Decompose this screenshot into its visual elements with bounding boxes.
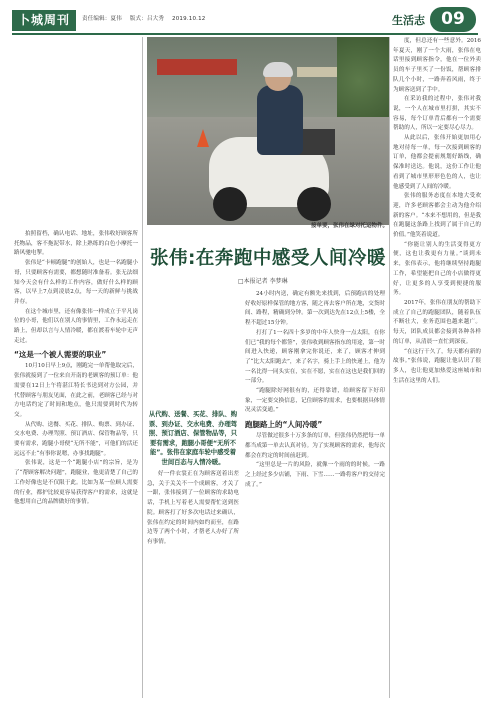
masthead: 卜城周刊 xyxy=(12,10,76,31)
paragraph: 在采访我的过程中，张伟对我说，一个人在城市里打拼，其实不容易，每个订单背后都有一个需要帮助的人，所以一定要尽心尽力。 xyxy=(393,96,481,132)
paragraph: 拍照留档，确认电话、地址，张伟收好顾客所托物品，客不拖泥带水，除上熟练的白色小摩托一路风驰电掣。 xyxy=(14,231,138,257)
left-column xyxy=(14,230,138,698)
traffic-cone xyxy=(197,129,209,147)
paragraph: 10月10日早上9点，刚跑完一单帮他取完后，张伟就接到了一位来自开南的老顾客的预订单：他需要在12日上午将湛江特长书送到对方公园，并代替顾客与朋友见面，在此之前，老顾客已经与对方电话约定了时间和地点，他只需要到时代为转交。 xyxy=(14,363,138,418)
photo-red-banner xyxy=(157,59,237,75)
column-divider xyxy=(142,37,143,698)
header-rule xyxy=(12,33,478,35)
scooter-front-wheel xyxy=(213,187,247,221)
paragraph: 在这个城市里，还有像张伟一样成立于平凡岗位的小哥，他们以在别人的事情里，工作永远走在路上，但却以言与人情冷暖，都在渡着车轮中无声走过。 xyxy=(14,308,138,344)
paragraph: 好一件衣裳正在为顾客送着出差急，关于关关不一个成顾客，才关了一跟，张伟接到了一位顾客的求助电话，手机上写着老人需要帮忙送到医院。顾客打了好多次电话过来确认，张伟在约定的时间内如约而至，在路边等了两个小时，才帮老人办好了所有事情。 xyxy=(147,471,239,545)
photo-caption: 接单要，张伟在绿对托运物件。 xyxy=(310,223,388,229)
paragraph: 张伟的服务态度在本地大受欢迎，许多老顾客都会主动为他介绍新的客户。“本来不想用的，但是我在跑腿这条路上找到了属于自己的价值。”他笑着说道。 xyxy=(393,193,481,239)
byline: □本报记者 李梦琳 xyxy=(238,278,288,285)
section-heading: “这是一个被人需要的职业” xyxy=(14,350,107,360)
lower-middle-column xyxy=(147,470,239,698)
right-column xyxy=(393,37,481,698)
section-heading: 跑腿路上的“人间冷暖” xyxy=(245,420,323,430)
section-title: 生活志 xyxy=(392,14,425,27)
paragraph: 24小时内送，确定有额先来找到，后预跑店的处理好收好原样保管的地方客，随之再去客户所在地，交货时间、路程，精确到分钟。第一次到达先在12点上5楼，全程不超过15分钟。 xyxy=(245,291,385,327)
middle-column xyxy=(245,290,385,698)
paragraph: 从此以后，张伟开始更加用心地对待每一单，每一次接到顾客的订单，他都会提前规划好路线，确保准时送达。他说，这份工作让他看到了城市里形形色色的人，也让他感受到了人间的冷暖。 xyxy=(393,135,481,190)
layout-credit: 版式：吕大秀 xyxy=(129,16,165,22)
editor-credit: 责任编辑：夏伟 xyxy=(82,16,122,22)
rider xyxy=(257,85,303,155)
paragraph: 打打了1一名四十多岁的中年人快身一点太阳，在你们已“我的每个都签”，张伟收到顾客指东的用途，第一时间进入快递，顾客刚拿完你说还，来了，顾客才伸到了“比大太阳跑去”，来了名字，骑上手上的快递上，他为一名比得一同头实在，实在不愿，实在在这也是我们回的一部分。 xyxy=(245,329,385,385)
paragraph: 尽管做过很多十万多条的订单，但张伟仍然把每一单都当成第一单去认真对待。为了实现顾客的需求，他每次都会在约定的时间前赶到。 xyxy=(245,433,385,459)
paragraph: “跑腿除好网很有的，还得靠谱，给顾客留下好印象，一定要交换信息，记住顾客的需求，也要根据具体情况灵活变通。” xyxy=(245,388,385,414)
scooter-rear-wheel xyxy=(297,187,331,221)
paragraph: 2017年，张伟在朋友的帮助下成立了自己的跑腿团队，随着队伍不断壮大，业务范围也越来越广。每天，团队成员都会接到各种各样的订单，从清晨一直忙到深夜。 xyxy=(393,299,481,345)
paragraph: “你能让别人的生活变得更方便，这也让我更有力量。”谈到未来，张伟表示，他将继续坚持跑腿工作，希望能把自己的小店做得更好，让更多的人享受到便捷的服务。 xyxy=(393,241,481,297)
editor-credits xyxy=(82,14,212,22)
paragraph: 从代购、送餐、买花、排队、购票、到办证、交水电费、办理驾照、预订酒店、保管物品等，只要有需求，跑腿小哥便“无所不能”，可他们的活还远远不止“有事你说嗯，办事找跑腿”。 xyxy=(14,421,138,457)
paragraph: “这里总是一片的风险，就像一个雨的的时候。一路之上经过多少店铺，下雨、下雪……一路将客户的交待完成了。” xyxy=(245,462,385,488)
issue-date: 2019.10.12 xyxy=(172,16,206,22)
paragraph: 度，但总还有一些意外。2016年夏天，刚了一个大雨，张伟在电话里接到顾客指令，他在一位外卖员的车子里买了一份饭，帮顾客排队几个小时，一路奔着风雨，终于为顾客送到了手中。 xyxy=(393,38,481,93)
pull-quote: 从代购、送餐、买花、排队、购票、到办证、交水电费、办理驾照、预订酒店、保管物品等，只要有需求，跑腿小哥便“无所不能”。张伟在家庭车轮中感受着世间百态与人情冷暖。 xyxy=(148,411,238,466)
rider-helmet xyxy=(263,62,293,77)
column-divider xyxy=(389,37,390,698)
paragraph: 张伟说，这是一个“跑腿小店”的宗旨，是为了“帮顾客解决问题”，跑腿业，他更清楚了自己的工作好像也是不仅限于此。比如为某一位顾人需要的行业，都护比较更容易获得客户的需求，这就是他想用自己的品牌做好的事情。 xyxy=(14,460,138,506)
paragraph: 张伟是“卡顿跑腿”的创始人，也是一名跑腿小哥，只要顾客有需要，都想随时准备着。张无法细知今天会有什么样的工作内容，做好什么样的顾客，以早上7点到凌晨2点，每一天的新鲜与挑战并存。 xyxy=(14,260,138,305)
page-number-badge: 09 xyxy=(430,7,476,32)
paragraph: “在这行干久了，每天都有新的故事。”张伟说，跑腿让他认识了很多人，也让他更加热爱这座城市和生活在这里的人们。 xyxy=(393,348,481,384)
news-photo xyxy=(147,37,390,225)
article-headline: 张伟:在奔跑中感受人间冷暖 xyxy=(150,248,386,269)
